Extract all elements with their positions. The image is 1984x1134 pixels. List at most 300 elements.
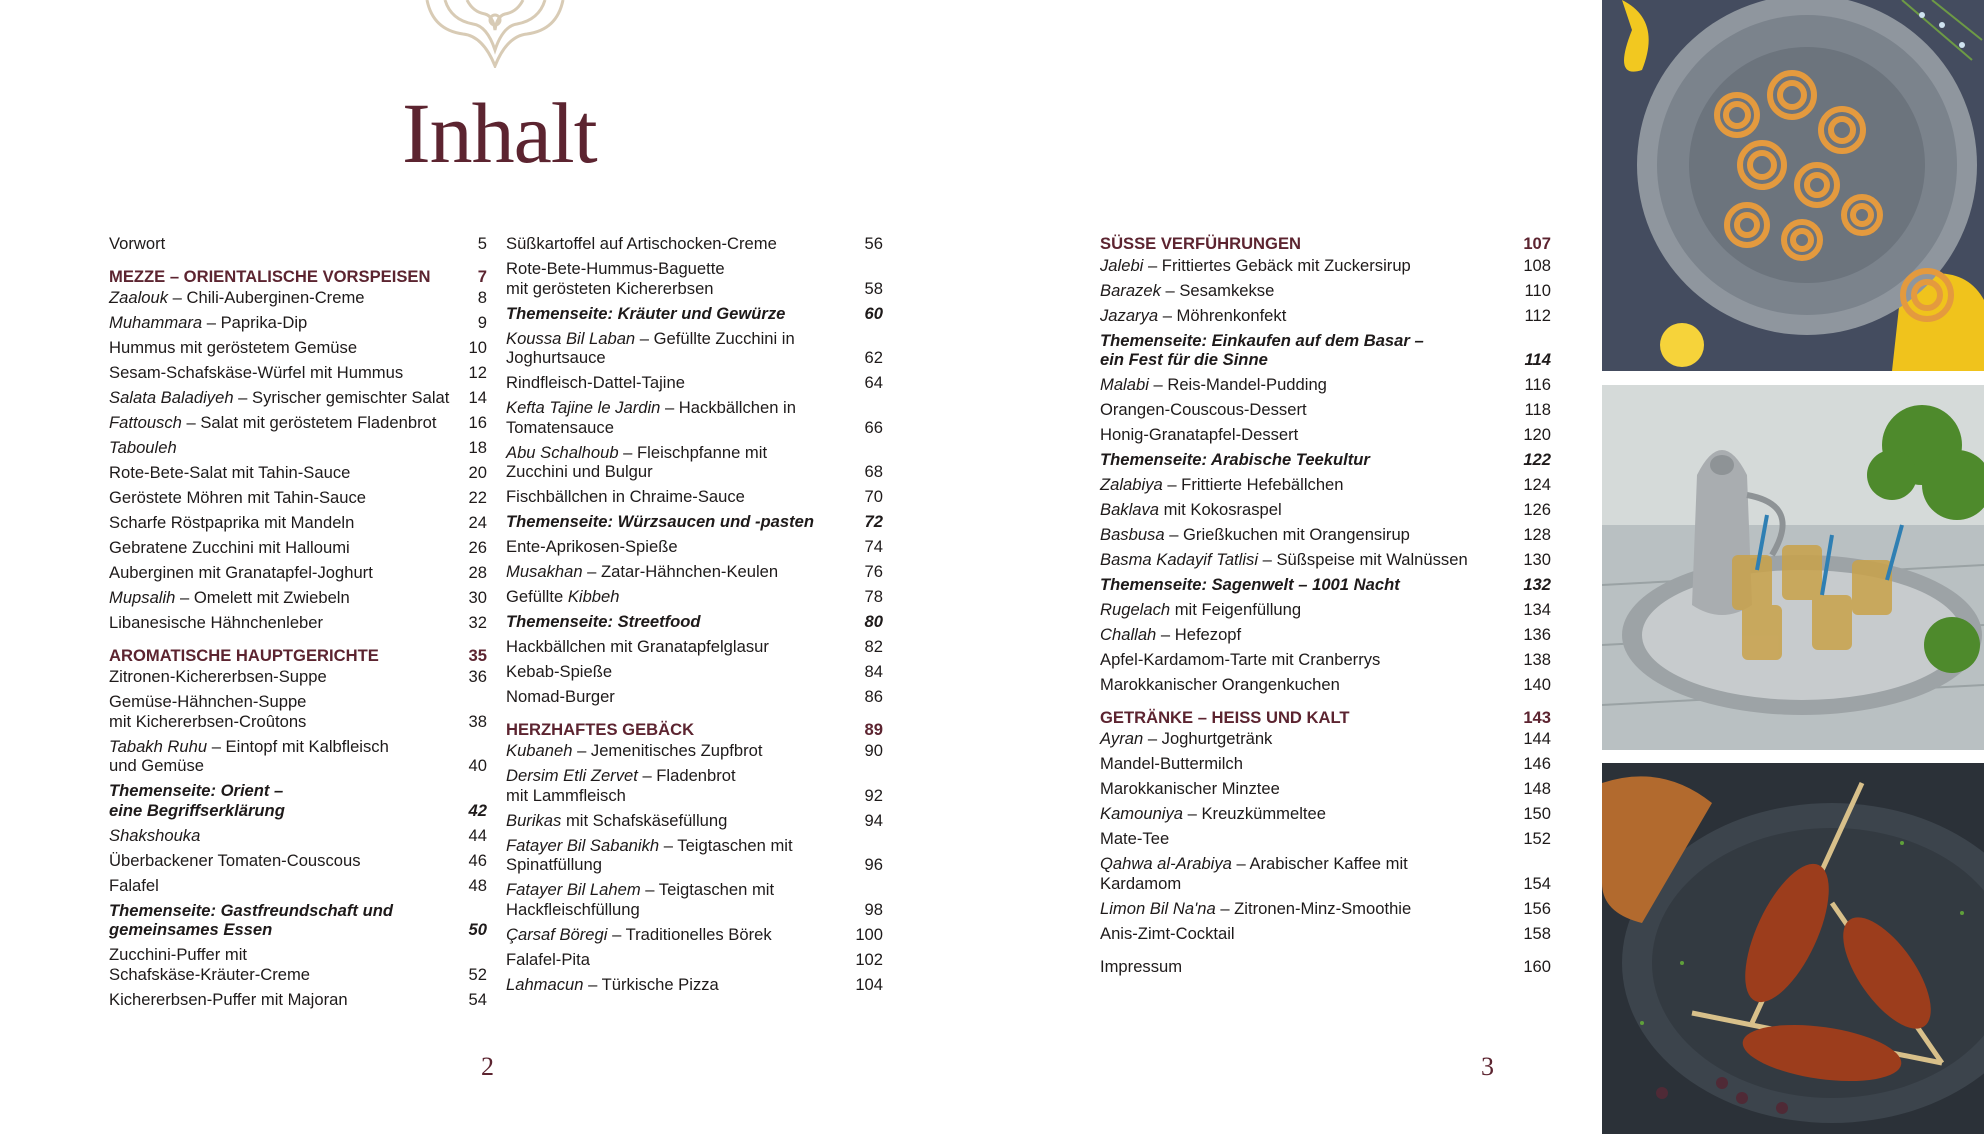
dish-description: – Jemenitisches Zupfbrot (572, 741, 763, 760)
toc-page-number: 120 (1523, 425, 1551, 444)
toc-section-heading (506, 720, 883, 740)
toc-entry (1100, 779, 1551, 799)
toc-entry-title (109, 388, 469, 408)
toc-page-number: 144 (1523, 729, 1551, 748)
dish-name: Zaalouk (109, 288, 169, 307)
toc-page-number: 150 (1523, 804, 1551, 823)
toc-entry-title (1100, 475, 1523, 495)
toc-entry-title: Themenseite: Arabische Teekultur (1100, 450, 1370, 469)
toc-entry-title: Sesam-Schafskäse-Würfel mit Hummus (109, 363, 404, 382)
toc-entry-title (109, 413, 469, 433)
toc-entry-title: SÜSSE VERFÜHRUNGEN (1100, 234, 1301, 253)
toc-entry-title (506, 443, 865, 482)
dish-description: Gefüllte (506, 587, 568, 606)
toc-entry (109, 338, 487, 358)
toc-page-number: 38 (468, 711, 487, 731)
toc-entry-title (506, 587, 865, 607)
toc-page-number: 52 (468, 964, 487, 984)
toc-entry-title: Fischbällchen in Chraime-Sauce (506, 487, 745, 506)
toc-page-number: 108 (1523, 255, 1551, 275)
toc-page-number: 10 (468, 338, 487, 357)
dish-description: – Fladenbrot (637, 766, 736, 785)
toc-entry-title: Gebratene Zucchini mit Halloumi (109, 538, 350, 557)
toc-entry (506, 373, 883, 393)
toc-entry (109, 438, 487, 458)
toc-entry (1100, 256, 1551, 276)
toc-line: mit Kichererbsen-Croûtons (109, 711, 307, 731)
toc-page-number: 14 (468, 388, 487, 407)
toc-page-number: 76 (864, 562, 883, 581)
toc-page-number: 124 (1523, 475, 1551, 494)
toc-line: Zucchini und Bulgur (506, 462, 653, 481)
dish-description: – Arabischer Kaffee mit (1231, 854, 1408, 873)
toc-entry-title: Honig-Granatapfel-Dessert (1100, 425, 1299, 444)
toc-entry (506, 487, 883, 507)
toc-page-number: 62 (864, 348, 883, 367)
toc-entry-title: Libanesische Hähnchenleber (109, 613, 324, 632)
toc-line (506, 766, 857, 786)
toc-entry-title: Nomad-Burger (506, 687, 615, 706)
dish-name: Fatayer Bil Lahem (506, 880, 641, 899)
toc-entry (506, 612, 883, 632)
toc-page-number: 146 (1523, 754, 1551, 773)
toc-page-number: 70 (864, 487, 883, 506)
toc-entry (506, 304, 883, 324)
page-number-left: 2 (481, 1052, 494, 1081)
toc-entry (506, 950, 883, 970)
toc-entry (1100, 525, 1551, 545)
toc-entry (109, 563, 487, 583)
toc-entry-title: Scharfe Röstpaprika mit Mandeln (109, 513, 355, 532)
toc-entry-title: Apfel-Kardamom-Tarte mit Cranberrys (1100, 650, 1381, 669)
dish-description: mit Kokosraspel (1159, 500, 1282, 519)
toc-entry-title (1100, 281, 1525, 301)
toc-line: mit Lammfleisch (506, 785, 626, 805)
toc-entry (109, 513, 487, 533)
dish-name: Shakshouka (109, 825, 201, 845)
toc-entry-title (506, 766, 865, 805)
toc-line: Kardamom (1100, 873, 1182, 893)
toc-entry (109, 901, 487, 940)
toc-entry (1100, 550, 1551, 570)
toc-entry-title (506, 398, 865, 437)
toc-entry (1100, 754, 1551, 774)
toc-page-number: 80 (864, 612, 883, 631)
toc-page-number: 86 (864, 687, 883, 706)
kofta-kebab-photo-icon (1602, 763, 1984, 1134)
page-title: Inhalt (402, 85, 597, 181)
toc-entry-title: Mandel-Buttermilch (1100, 754, 1243, 773)
toc-entry (109, 851, 487, 871)
toc-entry (109, 413, 487, 433)
toc-line: Zucchini-Puffer mit (109, 945, 248, 964)
toc-entry (109, 667, 487, 687)
toc-column-middle (506, 234, 883, 1000)
toc-page-number: 134 (1523, 600, 1551, 619)
toc-entry-title (506, 880, 865, 919)
toc-entry (506, 234, 883, 254)
toc-entry-title (506, 562, 865, 582)
toc-page-number: 132 (1523, 575, 1551, 594)
dish-name: Kefta Tajine le Jardin (506, 398, 661, 417)
dish-description: – Reis-Mandel-Pudding (1148, 375, 1327, 394)
toc-page-number: 92 (864, 785, 883, 805)
dish-name: Çarsaf Böregi (506, 924, 608, 944)
toc-entry-title: Hackbällchen mit Granatapfelglasur (506, 637, 769, 656)
dish-description: – Paprika-Dip (202, 313, 308, 332)
dish-name: Qahwa al-Arabiya (1100, 854, 1232, 873)
toc-page-number: 90 (864, 741, 883, 760)
toc-entry-title (1100, 625, 1523, 645)
toc-line: Hackfleischfüllung (506, 899, 640, 919)
toc-page-number: 7 (477, 266, 487, 286)
dish-name: Koussa Bil Laban (506, 328, 636, 348)
toc-entry (506, 587, 883, 607)
dish-name: Ayran (1100, 729, 1144, 748)
toc-entry (506, 662, 883, 682)
toc-line: Schafskäse-Kräuter-Creme (109, 964, 311, 984)
toc-entry-title (1100, 525, 1523, 545)
toc-page-number: 160 (1523, 957, 1551, 976)
toc-page-number: 35 (468, 645, 487, 665)
toc-page-number: 114 (1524, 350, 1551, 369)
toc-entry-title: Falafel-Pita (506, 949, 590, 969)
toc-entry-title: Ente-Aprikosen-Spieße (506, 537, 678, 556)
toc-page-number: 36 (468, 667, 487, 686)
toc-page-number: 56 (864, 234, 883, 253)
toc-entry-title: Kebab-Spieße (506, 662, 613, 681)
toc-entry (1100, 500, 1551, 520)
toc-entry-title: Anis-Zimt-Cocktail (1100, 923, 1235, 943)
toc-entry (1100, 450, 1551, 470)
jalebi-photo-icon (1602, 0, 1984, 371)
toc-entry-title: Hummus mit geröstetem Gemüse (109, 338, 358, 357)
toc-entry (1100, 729, 1551, 749)
dish-description: – Omelett mit Zwiebeln (175, 588, 350, 607)
dish-name: Kamouniya (1100, 804, 1184, 823)
toc-entry-title: Mate-Tee (1100, 829, 1170, 848)
toc-entry-title (506, 975, 855, 995)
toc-page-number: 72 (864, 512, 883, 531)
toc-entry (506, 975, 883, 995)
toc-page-number: 100 (855, 924, 883, 944)
toc-page-number: 107 (1523, 234, 1551, 253)
toc-entry-title (1100, 854, 1523, 893)
toc-entry-title (1100, 899, 1523, 919)
toc-entry (1100, 400, 1551, 420)
toc-page-number: 74 (864, 537, 883, 556)
toc-page-number: 140 (1523, 675, 1551, 694)
toc-line: Themenseite: Gastfreundschaft und (109, 900, 393, 920)
dish-name: Tabakh Ruhu (109, 736, 208, 756)
toc-page-number: 104 (855, 974, 883, 994)
toc-entry (506, 836, 883, 875)
toc-page-number: 66 (864, 417, 883, 437)
toc-page-number: 22 (468, 488, 487, 507)
toc-line (506, 398, 857, 418)
toc-page-number: 20 (468, 463, 487, 482)
toc-entry (506, 925, 883, 945)
toc-section-heading (1100, 708, 1551, 728)
toc-line: ein Fest für die Sinne (1100, 350, 1268, 369)
dish-name: Musakhan (506, 562, 583, 581)
toc-entry (506, 398, 883, 437)
toc-entry (1100, 650, 1551, 670)
toc-page-number: 50 (468, 920, 487, 939)
toc-entry (506, 741, 883, 761)
dish-name: Limon Bil Na'na (1100, 898, 1216, 918)
toc-line (506, 836, 857, 856)
toc-line: Gemüse-Hähnchen-Suppe (109, 692, 307, 711)
toc-entry-title: Zitronen-Kichererbsen-Suppe (109, 667, 327, 686)
toc-entry (506, 259, 883, 298)
toc-page-number: 5 (477, 234, 487, 253)
toc-entry-title: Überbackener Tomaten-Couscous (109, 850, 361, 870)
toc-page-number: 143 (1523, 707, 1551, 727)
toc-entry (109, 826, 487, 846)
toc-page-number: 94 (864, 810, 883, 830)
toc-entry-title (1100, 331, 1525, 370)
toc-entry-title: AROMATISCHE HAUPTGERICHTE (109, 645, 379, 665)
toc-entry (109, 538, 487, 558)
toc-entry (1100, 675, 1551, 695)
dish-description: – Salat mit geröstetem Fladenbrot (181, 413, 437, 432)
toc-entry-title: Falafel (109, 875, 159, 895)
toc-entry-title (1100, 804, 1523, 824)
toc-entry-title: Themenseite: Sagenwelt – 1001 Nacht (1100, 575, 1400, 594)
toc-entry (109, 363, 487, 383)
dish-name: Challah (1100, 625, 1157, 644)
toc-line: gemeinsames Essen (109, 920, 273, 939)
toc-entry-title (109, 901, 469, 940)
toc-entry-title (506, 329, 865, 368)
toc-entry-title: Auberginen mit Granatapfel-Joghurt (109, 563, 373, 582)
toc-line: Themenseite: Einkaufen auf dem Basar – (1100, 330, 1424, 350)
toc-entry-title: Themenseite: Streetfood (506, 612, 701, 631)
toc-page-number: 128 (1523, 525, 1551, 544)
toc-entry-title: GETRÄNKE – HEISS UND KALT (1100, 707, 1350, 727)
dish-name: Salata Baladiyeh (109, 388, 234, 407)
dish-name: Fattousch (109, 413, 182, 432)
toc-entry-title: Themenseite: Kräuter und Gewürze (506, 303, 786, 323)
toc-page-number: 96 (864, 855, 883, 874)
toc-page-number: 64 (864, 373, 883, 392)
toc-page-number: 28 (468, 563, 487, 582)
mint-tea-photo-icon (1602, 385, 1984, 750)
toc-entry (1100, 600, 1551, 620)
dish-name: Abu Schalhoub (506, 442, 619, 462)
dish-name: Basma Kadayif Tatlisi (1100, 550, 1259, 569)
dish-name: Lahmacun (506, 974, 584, 994)
toc-page-number: 152 (1523, 829, 1551, 848)
toc-entry (109, 876, 487, 896)
toc-page-number: 32 (468, 613, 487, 632)
toc-entry-title (109, 313, 478, 333)
toc-page-number: 60 (864, 303, 883, 323)
dish-description: – Gefüllte Zucchini in (635, 328, 795, 348)
toc-entry (109, 388, 487, 408)
toc-entry (109, 234, 487, 254)
dish-description: – Traditionelles Börek (607, 924, 772, 944)
toc-page-number: 18 (468, 438, 487, 457)
toc-entry-title: MEZZE – ORIENTALISCHE VORSPEISEN (109, 266, 431, 286)
toc-entry-title (109, 737, 469, 776)
toc-line (506, 880, 857, 900)
toc-line: mit gerösteten Kichererbsen (506, 278, 714, 298)
toc-page-number: 40 (468, 756, 487, 775)
toc-line: Spinatfüllung (506, 855, 602, 874)
dish-name: Jalebi (1100, 255, 1144, 275)
dish-description: mit Schafskäsefüllung (561, 810, 728, 830)
toc-page-number: 26 (468, 538, 487, 557)
toc-entry (109, 588, 487, 608)
toc-entry (506, 512, 883, 532)
toc-entry (506, 687, 883, 707)
toc-page-number: 110 (1524, 280, 1551, 300)
toc-entry (109, 488, 487, 508)
toc-page-number: 44 (468, 825, 487, 845)
toc-page-number: 48 (468, 875, 487, 895)
dish-name: Kibbeh (567, 587, 620, 606)
toc-line (109, 737, 461, 757)
toc-entry (1100, 924, 1551, 944)
toc-line: Themenseite: Orient – (109, 781, 284, 800)
toc-entry (506, 880, 883, 919)
toc-page-number: 136 (1523, 625, 1551, 644)
toc-entry (109, 945, 487, 984)
toc-entry (1100, 829, 1551, 849)
toc-entry (506, 811, 883, 831)
toc-entry-title (1100, 600, 1523, 620)
toc-entry-title (1100, 306, 1525, 326)
dish-name: Fatayer Bil Sabanikh (506, 835, 660, 855)
toc-section-heading (1100, 234, 1551, 254)
toc-entry-title: Impressum (1100, 957, 1183, 976)
dish-name: Burikas (506, 810, 562, 830)
toc-entry (1100, 957, 1551, 977)
toc-page-number: 102 (855, 949, 883, 969)
dish-description: – Frittierte Hefebällchen (1162, 475, 1344, 494)
page-number-right: 3 (1481, 1052, 1494, 1081)
toc-entry (109, 463, 487, 483)
toc-entry (506, 329, 883, 368)
dish-description: – Eintopf mit Kalbfleisch (207, 736, 389, 756)
toc-entry-title (506, 811, 865, 831)
toc-page-number: 46 (468, 850, 487, 870)
toc-section-heading (109, 646, 487, 666)
toc-entry (506, 637, 883, 657)
toc-line (506, 443, 857, 463)
ornament-icon (423, 0, 567, 68)
toc-line (506, 329, 857, 349)
toc-entry (109, 990, 487, 1010)
dish-name: Baklava (1100, 500, 1160, 519)
dish-description: – Zatar-Hähnchen-Keulen (582, 562, 779, 581)
toc-page-number: 54 (468, 989, 487, 1009)
toc-entry (1100, 281, 1551, 301)
dish-name: Dersim Etli Zervet (506, 766, 638, 785)
dish-description: – Fleischpfanne mit (618, 442, 768, 462)
toc-page-number: 118 (1524, 400, 1551, 419)
toc-entry-title (506, 741, 865, 761)
dish-description: – Kreuzkümmeltee (1183, 804, 1326, 823)
dish-name: Mupsalih (109, 588, 176, 607)
toc-entry-title (109, 438, 469, 458)
toc-entry (109, 737, 487, 776)
toc-page-number: 84 (864, 662, 883, 681)
toc-page-number: 112 (1524, 305, 1551, 325)
dish-description: – Hefezopf (1156, 625, 1242, 644)
toc-line: Rote-Bete-Hummus-Baguette (506, 259, 725, 278)
toc-entry-title: HERZHAFTES GEBÄCK (506, 719, 695, 739)
toc-entry (109, 288, 487, 308)
toc-page-number: 8 (477, 288, 487, 307)
toc-section-heading (109, 267, 487, 287)
toc-page-number: 126 (1523, 500, 1551, 519)
dish-description: – Türkische Pizza (583, 974, 719, 994)
toc-entry (1100, 625, 1551, 645)
dish-name: Basbusa (1100, 525, 1165, 544)
toc-entry (1100, 475, 1551, 495)
toc-entry-title (1100, 550, 1523, 570)
toc-entry-title (506, 259, 865, 298)
toc-entry-title (109, 692, 469, 731)
toc-entry (109, 781, 487, 820)
toc-entry-title (109, 826, 469, 846)
toc-entry (506, 443, 883, 482)
toc-entry-title (506, 836, 865, 875)
toc-line: eine Begriffserklärung (109, 800, 285, 820)
toc-entry-title (109, 945, 469, 984)
toc-page-number: 16 (468, 413, 487, 432)
toc-entry-title (109, 288, 478, 308)
toc-entry (1100, 306, 1551, 326)
toc-entry-title (1100, 256, 1523, 276)
toc-entry-title (1100, 375, 1525, 395)
toc-page-number: 148 (1523, 779, 1551, 798)
toc-page-number: 24 (468, 513, 487, 532)
toc-entry-title: Marokkanischer Minztee (1100, 779, 1280, 798)
dish-name: Rugelach (1100, 600, 1171, 619)
toc-entry (1100, 331, 1551, 370)
toc-line (1100, 854, 1515, 874)
toc-line: Tomatensauce (506, 417, 614, 437)
toc-entry (1100, 854, 1551, 893)
dish-name: Zalabiya (1100, 475, 1163, 494)
toc-page-number: 154 (1523, 873, 1551, 893)
toc-page-number: 116 (1524, 375, 1551, 394)
dish-name: Barazek (1100, 280, 1161, 300)
dish-description: – Möhrenkonfekt (1158, 305, 1287, 325)
toc-page-number: 138 (1523, 650, 1551, 669)
dish-description: – Sesamkekse (1160, 280, 1275, 300)
toc-entry-title: Süßkartoffel auf Artischocken-Creme (506, 234, 777, 253)
dish-description: mit Feigenfüllung (1170, 600, 1302, 619)
toc-entry-title (109, 781, 469, 820)
toc-entry-title (1100, 500, 1523, 520)
toc-page-number: 122 (1523, 450, 1551, 469)
toc-entry-title (1100, 729, 1523, 749)
toc-entry (109, 692, 487, 731)
toc-page-number: 68 (864, 462, 883, 481)
dish-description: – Syrischer gemischter Salat (233, 388, 450, 407)
toc-page-number: 9 (477, 313, 487, 332)
toc-entry-title (506, 925, 855, 945)
toc-line: Joghurtsauce (506, 348, 606, 367)
dish-name: Kubaneh (506, 741, 573, 760)
toc-page-number: 42 (468, 800, 487, 820)
toc-page-number: 30 (468, 588, 487, 607)
